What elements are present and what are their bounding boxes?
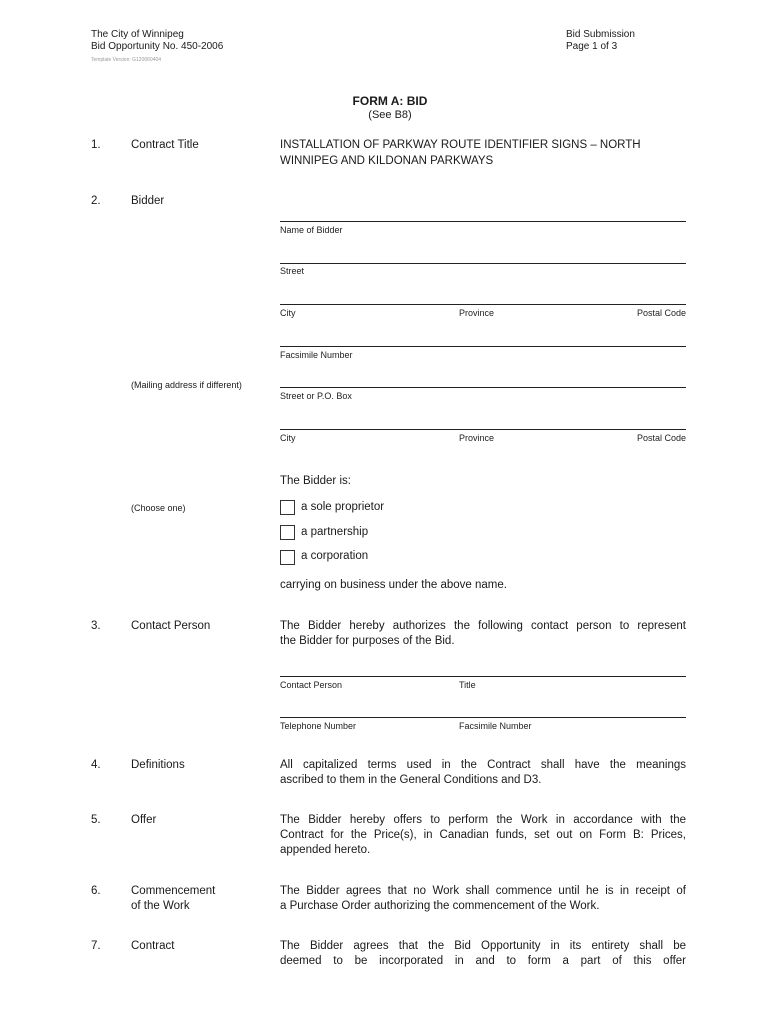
section-6-label-line-2: of the Work xyxy=(131,900,190,912)
sole-proprietor-label: a sole proprietor xyxy=(301,501,385,513)
partnership-label: a partnership xyxy=(301,526,369,538)
partnership-checkbox[interactable] xyxy=(280,525,295,540)
street-field[interactable] xyxy=(280,263,686,264)
definitions-line-1: All capitalized terms used in the Contract shall have the meanings xyxy=(280,759,686,771)
mailing-postal-code-caption: Postal Code xyxy=(636,433,686,443)
facsimile-field[interactable] xyxy=(280,346,686,347)
template-version: Template Version: G120060404 xyxy=(91,57,162,63)
section-6-label-line-1: Commencement xyxy=(131,885,216,897)
contact-person-caption: Contact Person xyxy=(280,680,343,690)
street-caption: Street xyxy=(280,266,305,276)
section-7-number: 7. xyxy=(91,940,101,952)
form-title: FORM A: BID xyxy=(352,94,428,108)
contract-title-line-2: WINNIPEG AND KILDONAN PARKWAYS xyxy=(280,155,494,167)
section-2-label: Bidder xyxy=(131,195,165,207)
mailing-city-province-postal-field[interactable] xyxy=(280,429,686,430)
commencement-line-1: The Bidder agrees that no Work shall commence until he is in receipt of xyxy=(280,885,686,897)
header-bid-opportunity: Bid Opportunity No. 450-2006 xyxy=(91,41,224,52)
sole-proprietor-checkbox[interactable] xyxy=(280,500,295,515)
header-city: The City of Winnipeg xyxy=(91,29,184,40)
contact-authorization-line-1: The Bidder hereby authorizes the following contact person to represent xyxy=(280,620,686,632)
form-subtitle: (See B8) xyxy=(368,109,412,121)
header-page-number: Page 1 of 3 xyxy=(566,41,618,52)
contract-line-2: deemed to be incorporated in and to form a part of this offer xyxy=(280,955,686,967)
mailing-address-label: (Mailing address if different) xyxy=(131,380,242,390)
section-4-label: Definitions xyxy=(131,759,185,771)
mailing-street-field[interactable] xyxy=(280,387,686,388)
city-caption: City xyxy=(280,308,296,318)
section-5-label: Offer xyxy=(131,814,157,826)
facsimile-caption: Facsimile Number xyxy=(280,350,353,360)
city-province-postal-field[interactable] xyxy=(280,304,686,305)
section-3-label: Contact Person xyxy=(131,620,211,632)
section-1-label: Contract Title xyxy=(131,139,199,151)
section-5-number: 5. xyxy=(91,814,101,826)
name-of-bidder-field[interactable] xyxy=(280,221,686,222)
section-6-number: 6. xyxy=(91,885,101,897)
offer-line-2: Contract for the Price(s), in Canadian funds, set out on Form B: Prices, xyxy=(280,829,686,841)
section-3-number: 3. xyxy=(91,620,101,632)
province-caption: Province xyxy=(459,308,495,318)
telephone-number-caption: Telephone Number xyxy=(280,721,357,731)
section-1-number: 1. xyxy=(91,139,101,151)
title-caption: Title xyxy=(459,680,476,690)
contact-person-title-field[interactable] xyxy=(280,676,686,677)
bidder-is-label: The Bidder is: xyxy=(280,475,351,487)
contract-title-line-1: INSTALLATION OF PARKWAY ROUTE IDENTIFIER SIGNS – NORTH xyxy=(280,139,641,151)
section-4-number: 4. xyxy=(91,759,101,771)
corporation-label: a corporation xyxy=(301,550,369,562)
telephone-facsimile-field[interactable] xyxy=(280,717,686,718)
commencement-line-2: a Purchase Order authorizing the commencement of the Work. xyxy=(280,900,600,912)
name-of-bidder-caption: Name of Bidder xyxy=(280,225,343,235)
offer-line-1: The Bidder hereby offers to perform the Work in accordance with the xyxy=(280,814,686,826)
mailing-street-caption: Street or P.O. Box xyxy=(280,391,352,401)
mailing-province-caption: Province xyxy=(459,433,495,443)
carrying-on-business-text: carrying on business under the above name. xyxy=(280,579,507,591)
contract-line-1: The Bidder agrees that the Bid Opportunity in its entirety shall be xyxy=(280,940,686,952)
definitions-line-2: ascribed to them in the General Conditions and D3. xyxy=(280,774,542,786)
contact-facsimile-caption: Facsimile Number xyxy=(459,721,532,731)
contact-authorization-line-2: the Bidder for purposes of the Bid. xyxy=(280,635,455,647)
offer-line-3: appended hereto. xyxy=(280,844,371,856)
section-7-label: Contract xyxy=(131,940,175,952)
mailing-city-caption: City xyxy=(280,433,296,443)
corporation-checkbox[interactable] xyxy=(280,550,295,565)
section-2-number: 2. xyxy=(91,195,101,207)
postal-code-caption: Postal Code xyxy=(636,308,686,318)
header-bid-submission: Bid Submission xyxy=(566,29,635,40)
choose-one-label: (Choose one) xyxy=(131,503,186,513)
